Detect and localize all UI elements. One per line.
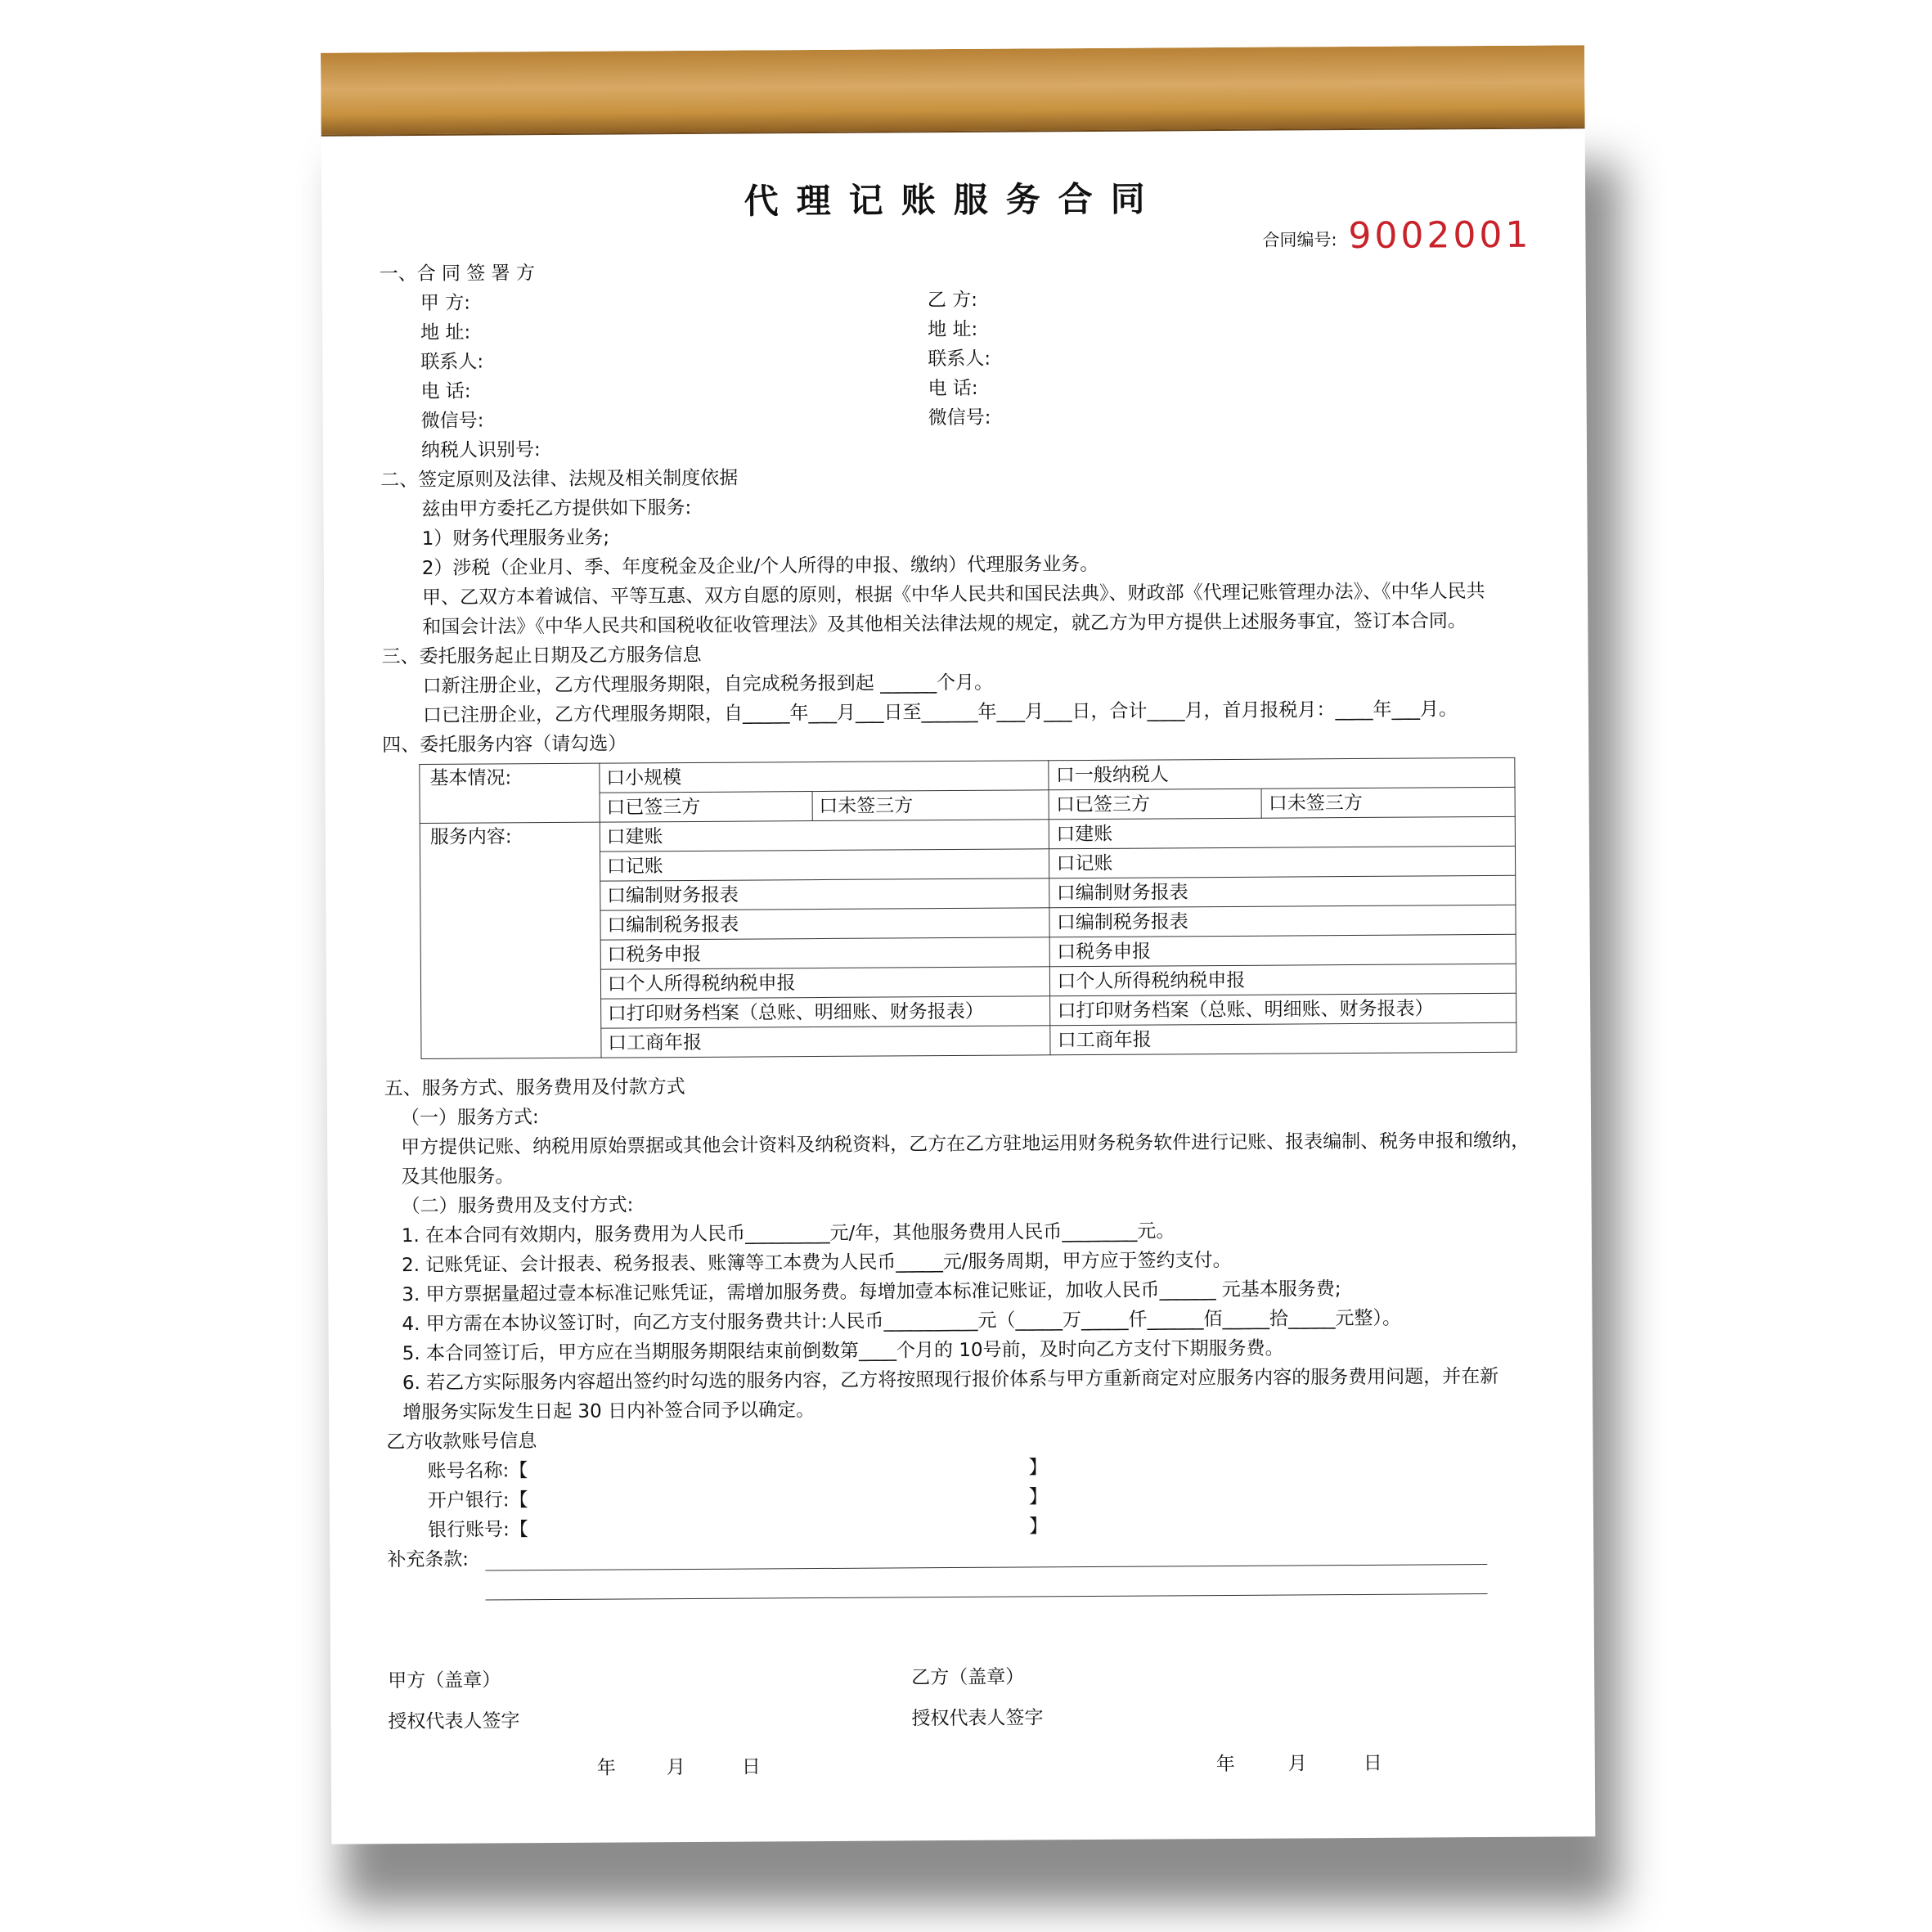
account-heading: 乙方收款账号信息 bbox=[386, 1431, 537, 1453]
fee-item: 1. 在本合同有效期内，服务费用为人民币_________元/年，其他服务费用人民币________元。 bbox=[401, 1220, 1175, 1247]
fee-item: 2. 记账凭证、会计报表、税务报表、账簿等工本费为人民币_____元/服务周期，甲方应于签约支付。 bbox=[401, 1249, 1232, 1277]
general-signed-tripartite-checkbox[interactable]: 口已签三方 bbox=[1049, 789, 1261, 820]
partyB-contact-label: 联系人: bbox=[928, 348, 991, 371]
account-name-label: 账号名称:【 bbox=[427, 1460, 528, 1482]
fee-item: 5. 本合同签订后，甲方应在当期服务期限结束前倒数第____个月的 10号前，及时向乙方支付下期服务费。 bbox=[402, 1337, 1284, 1365]
general-taxpayer-checkbox[interactable]: 口一般纳税人 bbox=[1049, 757, 1515, 789]
fee-item: 3. 甲方票据量超过壹本标准记账凭证，需增加服务费。每增加壹本标准记账证，加收人民币______ 元基本服务费; bbox=[402, 1278, 1341, 1306]
partyA-rep-label: 授权代表人签字 bbox=[388, 1710, 520, 1733]
partyA-phone-label: 电 话: bbox=[420, 380, 471, 402]
service-content-label: 服务内容: bbox=[420, 822, 600, 1058]
partyA-name-label: 甲 方: bbox=[420, 292, 471, 314]
sec1-heading: 一、合 同 签 署 方 bbox=[379, 263, 535, 285]
partyA-contact-label: 联系人: bbox=[420, 351, 484, 373]
partyA-address-label: 地 址: bbox=[420, 321, 471, 344]
bank-label: 开户银行:【 bbox=[427, 1489, 528, 1512]
contract-no-label: 合同编号: bbox=[1262, 230, 1337, 250]
partyB-rep-label: 授权代表人签字 bbox=[911, 1707, 1044, 1730]
general-service-checkbox[interactable]: 口编制财务报表 bbox=[1049, 875, 1516, 907]
general-unsigned-tripartite-checkbox[interactable]: 口未签三方 bbox=[1261, 787, 1515, 818]
partyA-month-label: 月 bbox=[666, 1757, 685, 1779]
supplement-label: 补充条款: bbox=[387, 1548, 470, 1571]
small-signed-tripartite-checkbox[interactable]: 口已签三方 bbox=[600, 792, 812, 823]
contract-no: 9002001 bbox=[1348, 213, 1532, 258]
sec5-para: 甲方提供记账、纳税用原始票据或其他会计资料及纳税资料，乙方在乙方驻地运用财务税务软件进行记账、报表编制、税务申报和缴纳， bbox=[401, 1130, 1530, 1159]
sec2-line: 1）财务代理服务业务; bbox=[421, 527, 610, 550]
partyB-phone-label: 电 话: bbox=[928, 377, 978, 400]
account-no-close: 】 bbox=[1028, 1516, 1049, 1538]
small-scale-checkbox[interactable]: 口小规模 bbox=[599, 761, 1049, 793]
fee-item: 增服务实际发生日起 30 日内补签合同予以确定。 bbox=[402, 1400, 815, 1424]
partyB-month-label: 月 bbox=[1287, 1753, 1307, 1775]
sec2-line: 甲、乙双方本着诚信、平等互惠、双方自愿的原则，根据《中华人民共和国民法典》、财政部《代理记账管理办法》、《中华人民共 bbox=[422, 581, 1485, 609]
sec5-heading: 五、服务方式、服务费用及付款方式 bbox=[384, 1076, 685, 1100]
sec2-heading: 二、签定原则及法律、法规及相关制度依据 bbox=[380, 467, 739, 492]
account-name-close: 】 bbox=[1028, 1457, 1048, 1479]
partyB-name-label: 乙 方: bbox=[927, 289, 978, 312]
sec2-line: 兹由甲方委托乙方提供如下服务: bbox=[421, 496, 692, 520]
bank-close: 】 bbox=[1028, 1486, 1048, 1508]
partyA-taxid-label: 纳税人识别号: bbox=[420, 439, 541, 461]
partyA-year-label: 年 bbox=[596, 1757, 616, 1779]
small-service-checkbox[interactable]: 口打印财务档案（总账、明细账、财务报表） bbox=[600, 996, 1050, 1028]
partyB-wechat-label: 微信号: bbox=[928, 407, 991, 429]
partyA-day-label: 日 bbox=[741, 1756, 761, 1778]
sec3-heading: 三、委托服务起止日期及乙方服务信息 bbox=[381, 644, 702, 668]
supplement-line[interactable] bbox=[486, 1593, 1488, 1600]
general-service-checkbox[interactable]: 口建账 bbox=[1049, 816, 1516, 848]
partyA-wechat-label: 微信号: bbox=[420, 410, 484, 432]
small-service-checkbox[interactable]: 口编制税务报表 bbox=[600, 908, 1050, 940]
small-service-checkbox[interactable]: 口个人所得税纳税申报 bbox=[600, 967, 1050, 999]
small-service-checkbox[interactable]: 口税务申报 bbox=[600, 937, 1050, 969]
fee-item: 6. 若乙方实际服务内容超出签约时勾选的服务内容，乙方将按照现行报价体系与甲方重新商定对应服务内容的服务费用问题，并在新 bbox=[402, 1365, 1499, 1395]
partyB-day-label: 日 bbox=[1363, 1752, 1382, 1774]
small-unsigned-tripartite-checkbox[interactable]: 口未签三方 bbox=[812, 790, 1049, 821]
general-service-checkbox[interactable]: 口记账 bbox=[1049, 846, 1516, 878]
service-content-table bbox=[419, 757, 1516, 1059]
account-no-label: 银行账号:【 bbox=[427, 1519, 528, 1541]
small-service-checkbox[interactable]: 口工商年报 bbox=[600, 1026, 1050, 1058]
sec4-heading: 四、委托服务内容（请勾选） bbox=[382, 733, 627, 757]
sec2-line: 2）涉税（企业月、季、年度税金及企业/个人所得的申报、缴纳）代理服务业务。 bbox=[421, 553, 1099, 579]
new-company-checkbox-line[interactable]: 口新注册企业，乙方代理服务期限，自完成税务报到起 ______个月。 bbox=[422, 672, 994, 697]
sec5-para: 及其他服务。 bbox=[401, 1166, 514, 1188]
partyB-year-label: 年 bbox=[1215, 1753, 1235, 1776]
small-service-checkbox[interactable]: 口记账 bbox=[600, 849, 1049, 881]
supplement-line[interactable] bbox=[485, 1564, 1487, 1570]
partyA-seal-label: 甲方（盖章） bbox=[388, 1669, 501, 1692]
small-service-checkbox[interactable]: 口编制财务报表 bbox=[600, 878, 1049, 910]
basic-info-label: 基本情况: bbox=[420, 763, 600, 823]
sec5-sub1: （一）服务方式: bbox=[400, 1107, 539, 1130]
sec5-sub2: （二）服务费用及支付方式: bbox=[401, 1194, 634, 1218]
sec2-line: 和国会计法》《中华人民共和国税收征收管理法》及其他相关法律法规的规定，就乙方为甲方提供上述服务事宜，签订本合同。 bbox=[422, 610, 1467, 638]
general-service-checkbox[interactable]: 口税务申报 bbox=[1049, 934, 1516, 966]
fee-item: 4. 甲方需在本协议签订时，向乙方支付服务费共计:人民币__________元（_____万_____仟______佰_____拾_____元整）。 bbox=[402, 1307, 1402, 1336]
general-service-checkbox[interactable]: 口打印财务档案（总账、明细账、财务报表） bbox=[1050, 993, 1516, 1025]
contract-page bbox=[321, 45, 1595, 1844]
general-service-checkbox[interactable]: 口编制税务报表 bbox=[1049, 905, 1516, 937]
small-service-checkbox[interactable]: 口建账 bbox=[600, 820, 1049, 851]
partyB-seal-label: 乙方（盖章） bbox=[911, 1666, 1025, 1689]
registered-company-checkbox-line[interactable]: 口已注册企业，乙方代理服务期限，自_____年___月___日至______年___月___日，合计____月，首月报税月：____年___月。 bbox=[422, 699, 1458, 726]
contract-title: 代理记账服务合同 bbox=[744, 178, 1163, 222]
partyB-address-label: 地 址: bbox=[928, 318, 978, 341]
general-service-checkbox[interactable]: 口工商年报 bbox=[1050, 1022, 1516, 1054]
general-service-checkbox[interactable]: 口个人所得税纳税申报 bbox=[1050, 964, 1516, 995]
